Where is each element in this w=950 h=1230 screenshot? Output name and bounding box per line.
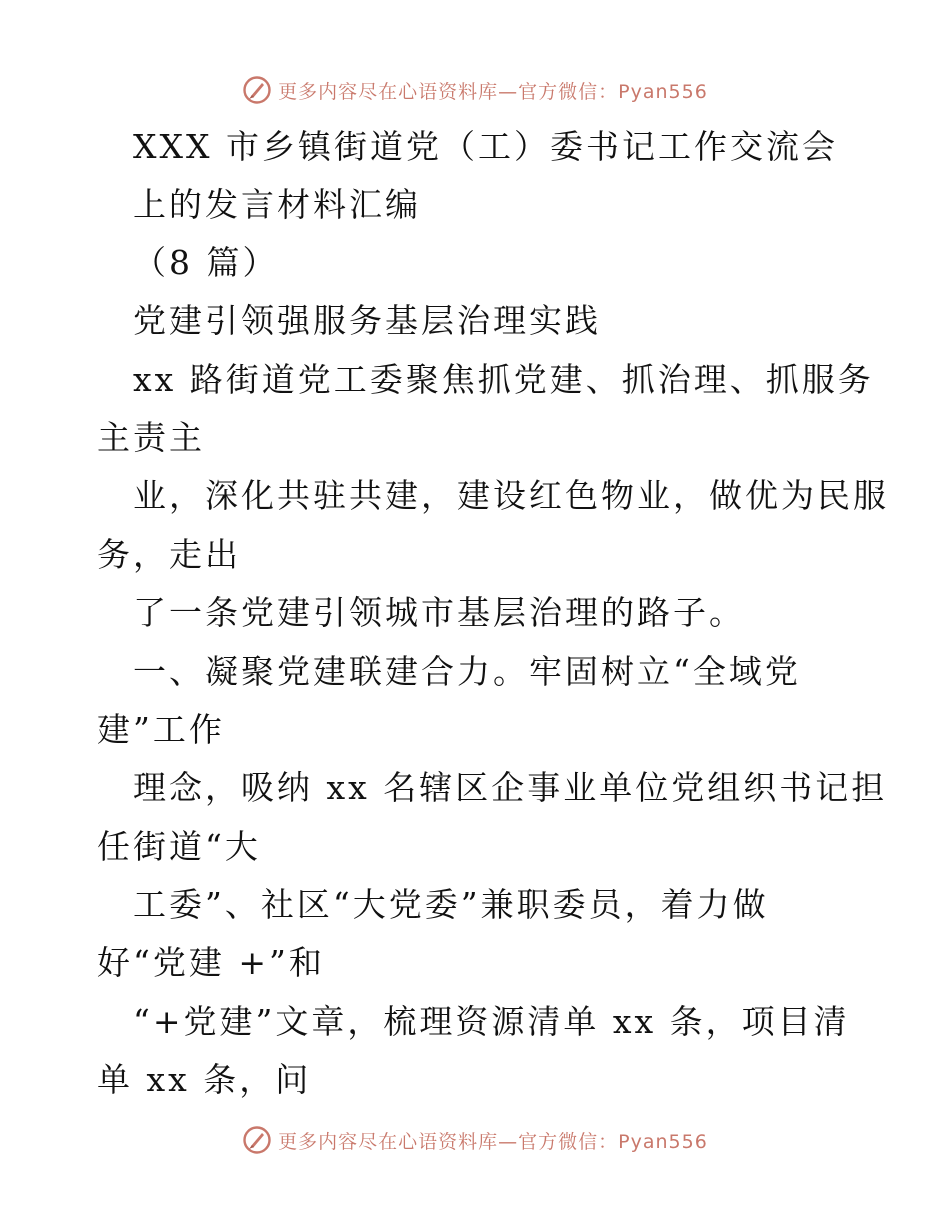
paragraph-line: 建”工作 bbox=[97, 710, 225, 749]
document-title-line-2: 上的发言材料汇编 bbox=[133, 185, 421, 224]
watermark-header bbox=[0, 70, 950, 110]
paragraph-line: 一、凝聚党建联建合力。牢固树立“全域党 bbox=[133, 652, 801, 691]
watermark-text: 更多内容尽在心语资料库—官方微信：Pyan556 bbox=[278, 80, 708, 103]
paragraph-line: 理念，吸纳 xx 名辖区企事业单位党组织书记担 bbox=[133, 768, 888, 807]
paragraph-line: 了一条党建引领城市基层治理的路子。 bbox=[133, 593, 745, 632]
paragraph-line: xx 路街道党工委聚焦抓党建、抓治理、抓服务 bbox=[133, 360, 874, 399]
document-subtitle: （8 篇） bbox=[133, 243, 279, 282]
paragraph-line: 主责主 bbox=[97, 418, 205, 457]
paragraph-line: 单 xx 条，问 bbox=[97, 1060, 312, 1099]
paragraph-line: 好“党建 +”和 bbox=[97, 943, 325, 982]
watermark-footer bbox=[0, 1120, 950, 1160]
paragraph-line: “+党建”文章，梳理资源清单 xx 条，项目清 bbox=[133, 1002, 850, 1041]
paragraph-line: 任街道“大 bbox=[97, 827, 261, 866]
paragraph-line: 业，深化共驻共建，建设红色物业，做优为民服 bbox=[133, 476, 889, 515]
paragraph-line: 工委”、社区“大党委”兼职委员，着力做 bbox=[133, 885, 769, 924]
document-title-line-1: XXX 市乡镇街道党（工）委书记工作交流会 bbox=[133, 127, 838, 166]
quill-pen-logo-icon bbox=[242, 1125, 272, 1155]
section-heading: 党建引领强服务基层治理实践 bbox=[133, 301, 601, 340]
paragraph-line: 务，走出 bbox=[97, 535, 241, 574]
quill-pen-logo-icon bbox=[242, 75, 272, 105]
watermark-text: 更多内容尽在心语资料库—官方微信：Pyan556 bbox=[278, 1130, 708, 1153]
